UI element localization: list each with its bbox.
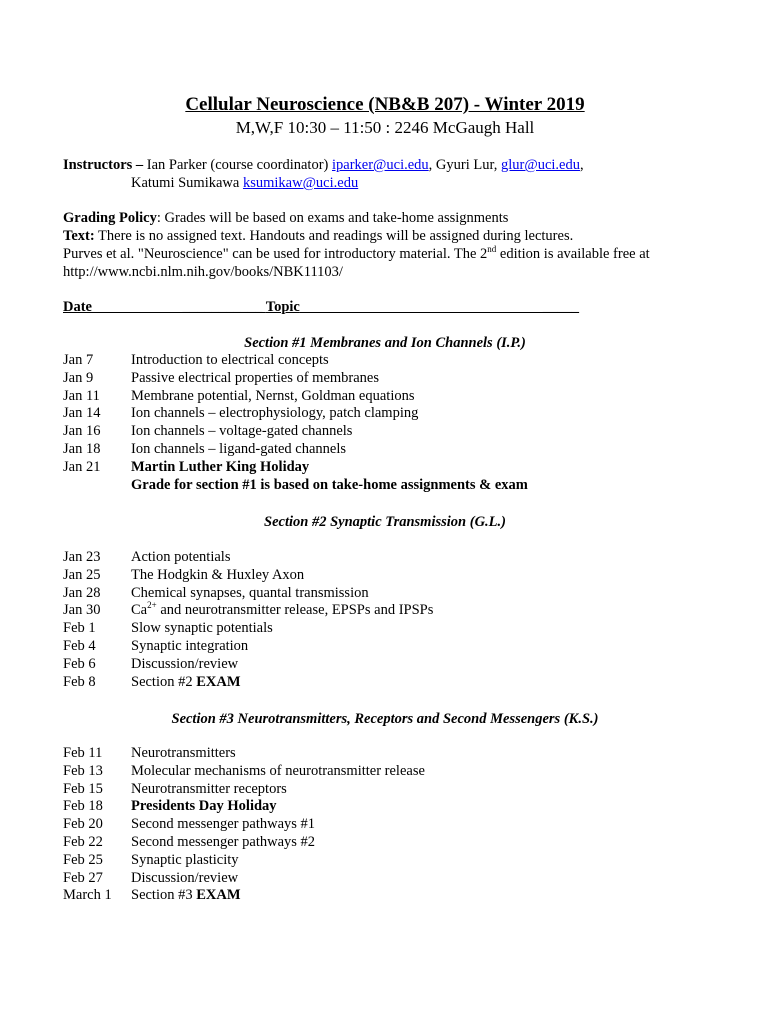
row-date: Feb 15 [63, 780, 103, 797]
table-row [63, 423, 528, 441]
table-row [63, 763, 425, 781]
table-row [63, 656, 433, 674]
table-row [63, 370, 528, 388]
row-topic: Synaptic integration [131, 637, 249, 654]
table-row [63, 459, 528, 477]
row-date: Feb 20 [63, 816, 103, 833]
table-row [63, 834, 425, 852]
table-row [63, 816, 425, 834]
row-date: Feb 8 [63, 673, 96, 690]
row-topic: Ion channels – voltage-gated channels [131, 423, 353, 440]
row-topic: Martin Luther King Holiday [131, 458, 310, 475]
row-topic: Introduction to electrical concepts [131, 352, 329, 368]
table-row [63, 781, 425, 799]
table-row [63, 441, 528, 459]
table-row [63, 870, 425, 888]
row-date: Feb 6 [63, 655, 96, 672]
instructors-line-2 [131, 174, 358, 192]
ordinal-suffix: nd [487, 244, 497, 255]
instructors-label: Instructors – [63, 157, 144, 173]
row-date: Feb 4 [63, 637, 96, 654]
row-topic: Membrane potential, Nernst, Goldman equations [131, 387, 415, 404]
row-topic: Second messenger pathways #1 [131, 816, 316, 833]
row-date: Feb 1 [63, 620, 96, 637]
topic-column-header: Topic [265, 299, 300, 315]
section-3-title: Section #3 Neurotransmitters, Receptors and Second Messengers (K.S.) [171, 711, 599, 727]
table-row [63, 745, 425, 763]
row-topic: Neurotransmitters [131, 745, 236, 761]
row-date: Feb 13 [63, 762, 103, 779]
row-date: Jan 7 [63, 352, 94, 368]
row-topic: Synaptic plasticity [131, 851, 239, 868]
row-date: March 1 [63, 887, 112, 904]
table-row [63, 602, 433, 620]
row-date: Feb 22 [63, 833, 103, 850]
table-row [63, 852, 425, 870]
charge-superscript: 2+ [147, 600, 157, 611]
exam-label: EXAM [196, 887, 241, 904]
section-3-schedule [63, 745, 425, 905]
grading-policy [63, 209, 508, 227]
text-label: Text: [63, 228, 95, 244]
table-row [63, 887, 425, 905]
topic-rest: and neurotransmitter release, EPSPs and IPSPs [156, 602, 434, 619]
row-topic: Presidents Day Holiday [131, 798, 277, 815]
row-topic: Passive electrical properties of membranes [131, 369, 380, 386]
instructor-1-name: Ian Parker (course coordinator) [143, 157, 332, 173]
purves-info [63, 245, 650, 263]
grading-label: Grading Policy [63, 210, 157, 226]
row-date: Jan 18 [63, 440, 101, 457]
row-topic: Ion channels – electrophysiology, patch clamping [131, 405, 419, 422]
table-row [63, 638, 433, 656]
table-row [63, 674, 433, 692]
schedule-subtitle: M,W,F 10:30 – 11:50 : 2246 McGaugh Hall [235, 118, 535, 137]
section-1-title: Section #1 Membranes and Ion Channels (I.P.) [244, 335, 526, 351]
instructor-1-email-link[interactable]: iparker@uci.edu [331, 157, 429, 173]
row-topic: Discussion/review [131, 869, 239, 886]
table-row [63, 405, 528, 423]
instructor-3-email-link[interactable]: ksumikaw@uci.edu [242, 175, 359, 191]
row-topic: The Hodgkin & Huxley Axon [131, 566, 305, 583]
section-2-title: Section #2 Synaptic Transmission (G.L.) [264, 514, 506, 530]
row-date: Jan 28 [63, 584, 101, 601]
exam-section: Section #3 [131, 887, 197, 904]
row-date: Jan 25 [63, 566, 101, 583]
row-topic: Chemical synapses, quantal transmission [131, 584, 369, 601]
text-info [63, 227, 573, 245]
row-topic: Action potentials [131, 549, 231, 565]
grading-text: : Grades will be based on exams and take-home assignments [156, 210, 509, 226]
section-1-schedule [63, 352, 528, 494]
table-row [63, 620, 433, 638]
row-topic [131, 887, 241, 905]
row-date [63, 477, 131, 495]
table-row [63, 549, 433, 567]
row-date: Feb 27 [63, 869, 103, 886]
table-row [63, 585, 433, 603]
ncbi-url: http://www.ncbi.nlm.nih.gov/books/NBK11103/ [63, 264, 343, 280]
table-row [63, 388, 528, 406]
row-topic [131, 674, 241, 692]
text-text: There is no assigned text. Handouts and readings will be assigned during lectures. [94, 228, 574, 244]
purves-text-a: Purves et al. "Neuroscience" can be used for introductory material. The 2 [63, 246, 488, 262]
row-date: Feb 11 [63, 745, 103, 761]
row-topic: Neurotransmitter receptors [131, 780, 287, 797]
row-topic: Slow synaptic potentials [131, 620, 273, 637]
table-row [63, 567, 433, 585]
instructors-line-1 [63, 156, 584, 174]
row-date: Jan 21 [63, 458, 101, 475]
row-date: Jan 11 [63, 387, 100, 404]
row-date: Jan 30 [63, 602, 101, 619]
row-date: Jan 23 [63, 549, 101, 565]
row-date: Jan 16 [63, 423, 101, 440]
instructor-2-email-link[interactable]: glur@uci.edu [500, 157, 580, 173]
row-topic [131, 602, 433, 620]
table-header: Date ___________ Topic _____ [63, 299, 579, 315]
calcium-text: Ca [131, 602, 148, 619]
instructor-2-name: , Gyuri Lur, [428, 157, 501, 173]
page-title: Cellular Neuroscience (NB&B 207) - Winter 2019 [185, 94, 585, 115]
row-topic: Grade for section #1 is based on take-home assignments & exam [131, 476, 528, 493]
table-row [63, 477, 528, 495]
purves-text-b: edition is available free at [496, 246, 650, 262]
row-topic: Molecular mechanisms of neurotransmitter release [131, 762, 425, 779]
date-column-header: Date [63, 299, 92, 315]
row-topic: Discussion/review [131, 655, 239, 672]
row-topic: Ion channels – ligand-gated channels [131, 440, 347, 457]
table-row [63, 798, 425, 816]
row-date: Jan 14 [63, 405, 101, 422]
exam-section: Section #2 [131, 673, 197, 690]
row-date: Jan 9 [63, 369, 94, 386]
exam-label: EXAM [196, 673, 241, 690]
row-date: Feb 18 [63, 798, 103, 815]
section-2-schedule [63, 549, 433, 691]
instructor-3-name: Katumi Sumikawa [131, 175, 243, 191]
row-date: Feb 25 [63, 851, 103, 868]
row-topic: Second messenger pathways #2 [131, 833, 316, 850]
table-row [63, 352, 528, 370]
separator: , [579, 157, 584, 173]
